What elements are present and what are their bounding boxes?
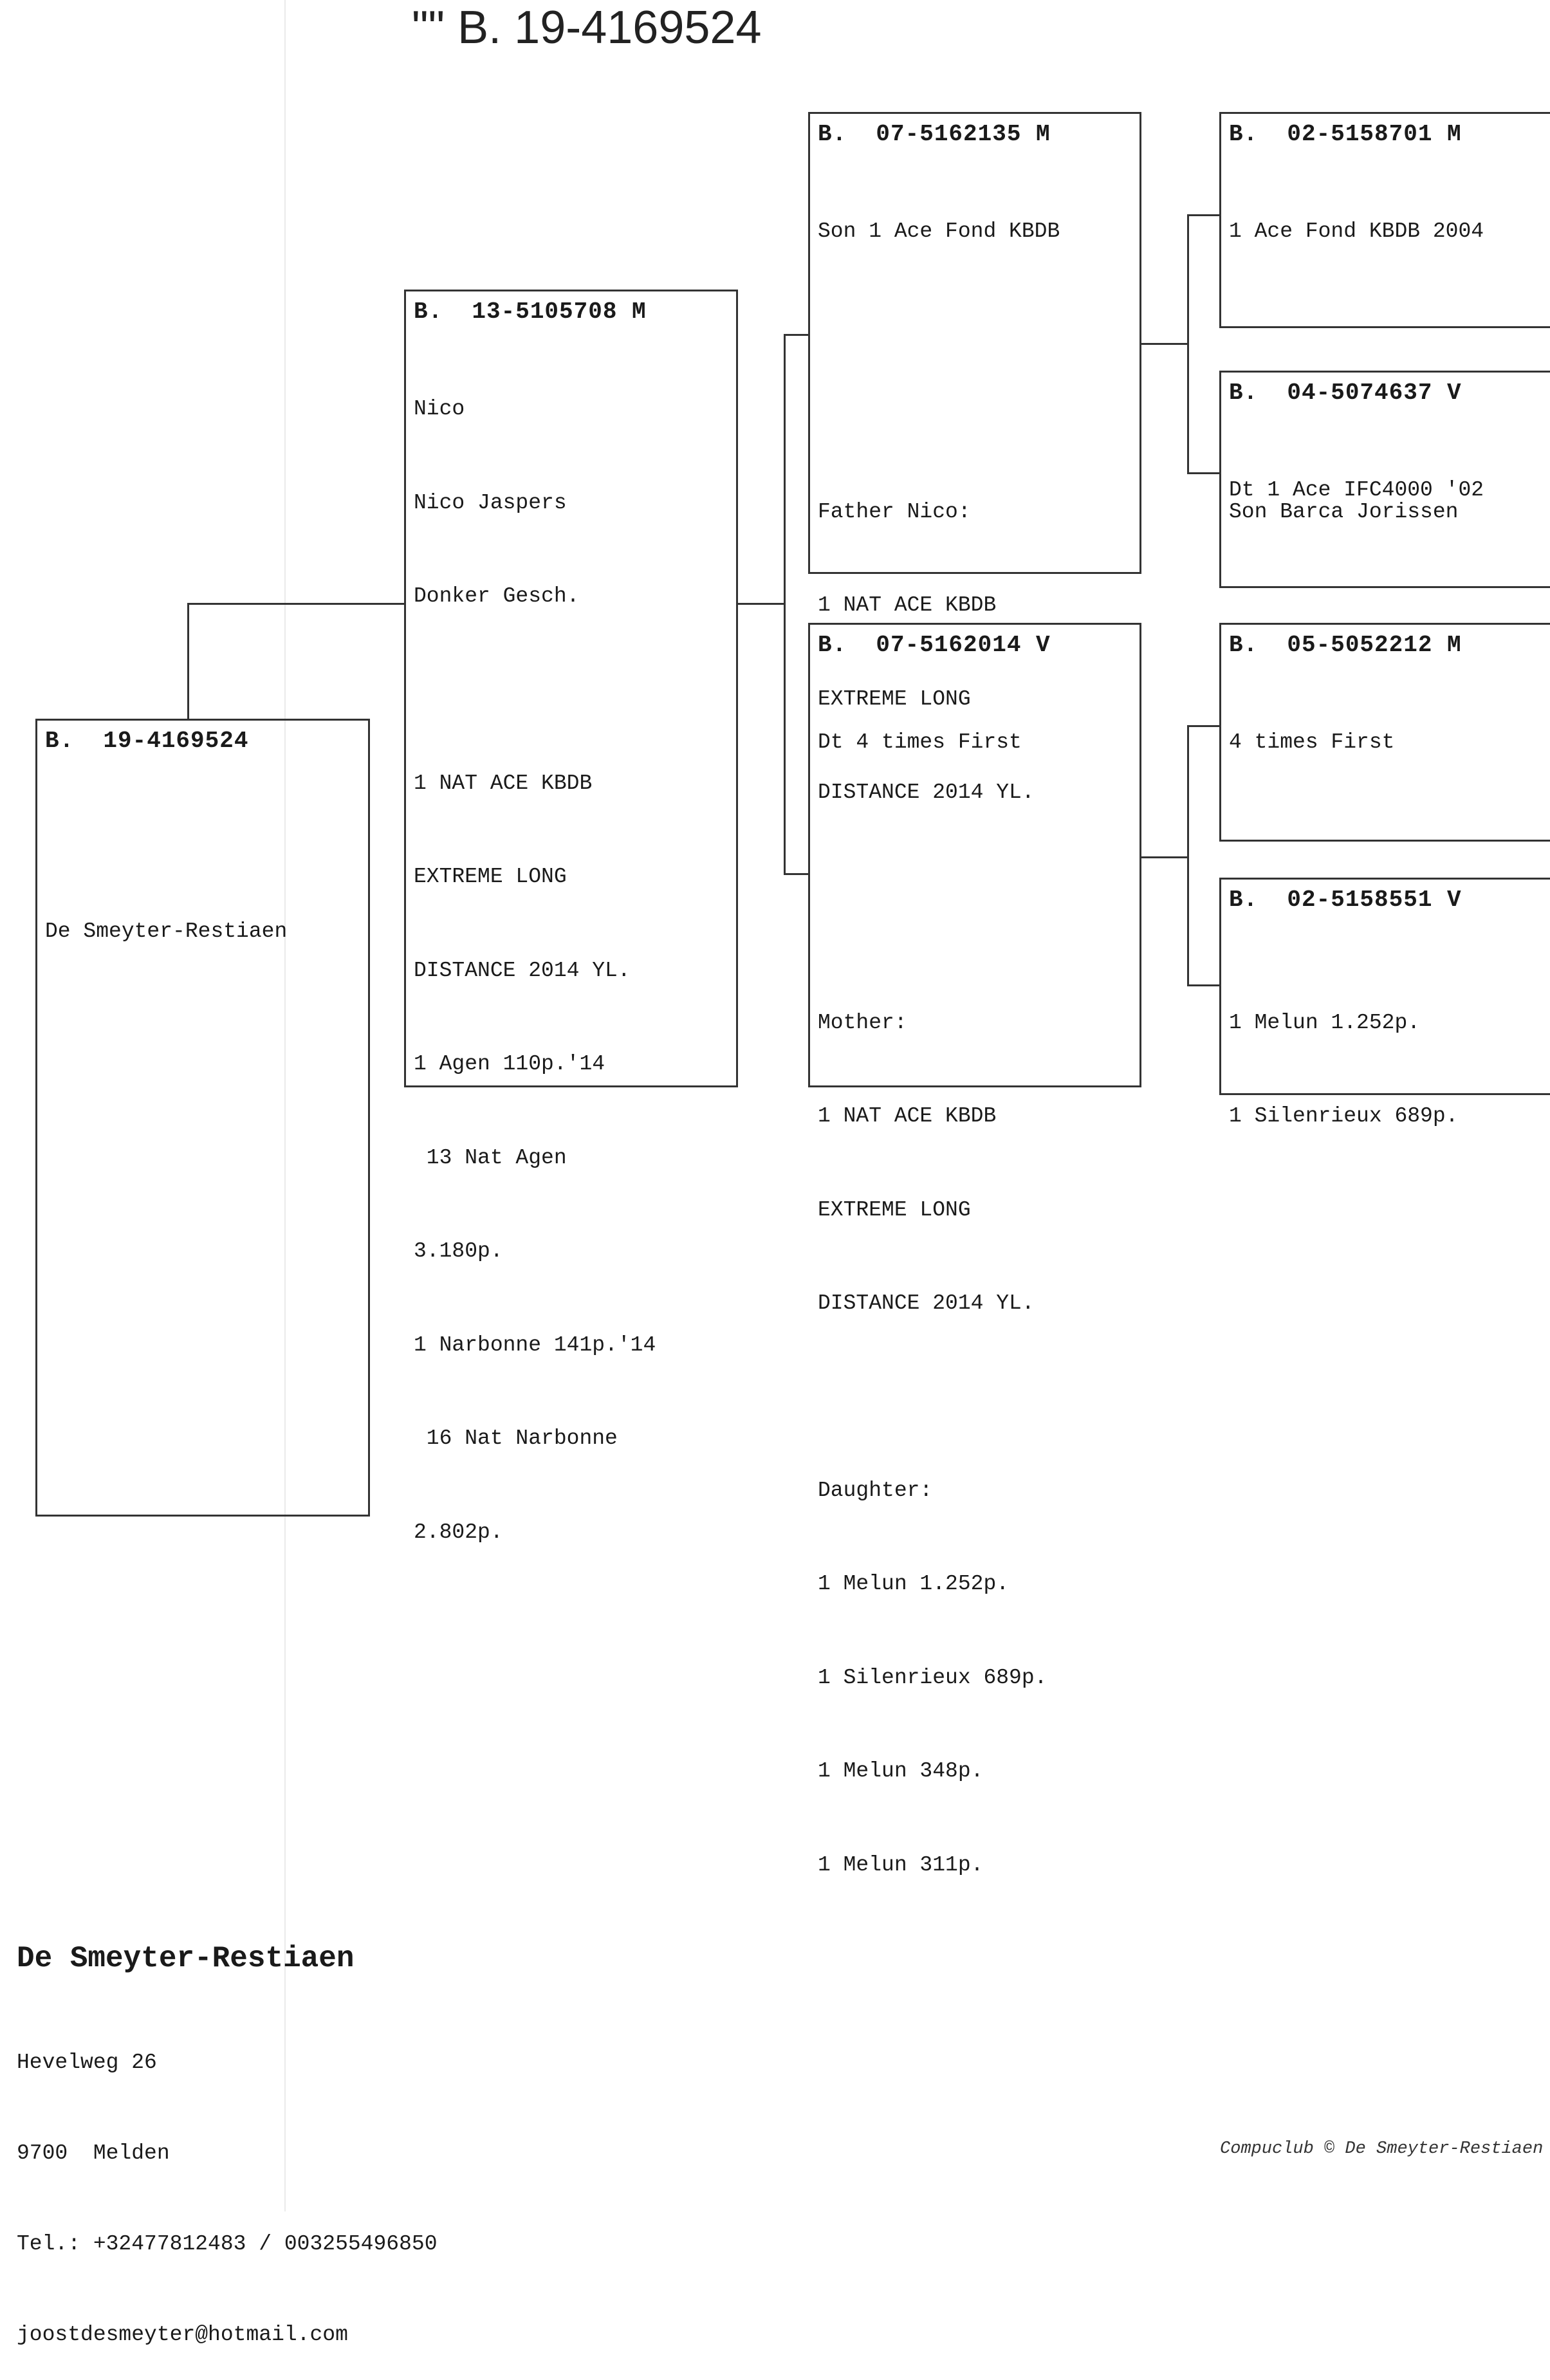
- connector-subject-horizontal: [187, 603, 404, 605]
- ring-number: B. 04-5074637 V: [1229, 380, 1462, 406]
- pedigree-box-subject: [35, 719, 370, 1517]
- pedigree-notes: Son 1 Ace Fond KBDB Father Nico: 1 NAT ACE KBDB EXTREME LONG DISTANCE 2014 YL.: [818, 219, 1060, 804]
- owner-address: [17, 1987, 438, 2380]
- pedigree-box-ggd2: [1219, 878, 1550, 1095]
- connector-grandsire-out: [1139, 343, 1188, 345]
- pedigree-box-ggd1: [1219, 371, 1550, 588]
- ring-number: B. 19-4169524: [45, 728, 249, 754]
- address-city: 9700 Melden: [17, 2141, 170, 2165]
- connector-grandsire-in: [784, 334, 808, 336]
- pedigree-box-sire: [404, 290, 738, 1544]
- connector-ggs2-in: [1187, 725, 1220, 727]
- connector-ggs1-in: [1187, 214, 1220, 216]
- connector-sire-vertical: [784, 334, 786, 874]
- address-email: joostdesmeyter@hotmail.com: [17, 2323, 348, 2347]
- connector-sire-out: [736, 603, 785, 605]
- pedigree-notes: De Smeyter-Restiaen: [45, 919, 288, 943]
- ring-number: B. 05-5052212 M: [1229, 632, 1462, 658]
- connector-ggd1-in: [1187, 472, 1220, 474]
- pedigree-notes: 1 Ace Fond KBDB 2004 Son Barca Jorissen: [1229, 219, 1484, 524]
- ring-number: B. 02-5158701 M: [1229, 121, 1462, 147]
- pedigree-notes: Dt 1 Ace IFC4000 '02: [1229, 478, 1484, 502]
- connector-granddam-out: [1139, 856, 1188, 858]
- connector-subject-vertical: [187, 603, 189, 719]
- ring-number: B. 13-5105708 M: [414, 299, 647, 325]
- address-street: Hevelweg 26: [17, 2051, 157, 2074]
- pedigree-notes: Nico Nico Jaspers Donker Gesch. 1 NAT ACE KBDB EXTREME LONG DISTANCE 2014 YL. 1 Agen 110p.'14 13 Nat Agen 3.180p. 1 Narbonne 141p.'14 16 Nat Narbonne 2.802p.: [414, 397, 656, 1544]
- ring-number: B. 07-5162014 V: [818, 632, 1051, 658]
- connector-ggd2-in: [1187, 984, 1220, 986]
- address-phone: Tel.: +32477812483 / 003255496850: [17, 2232, 438, 2256]
- pedigree-box-granddam: [808, 623, 1141, 1877]
- connector-granddam-in: [784, 873, 808, 875]
- page-title: "" B. 19-4169524: [412, 2, 762, 53]
- pedigree-notes: Dt 4 times First Mother: 1 NAT ACE KBDB EXTREME LONG DISTANCE 2014 YL. Daughter: 1 Melun 1.252p. 1 Silenrieux 689p. 1 Melun 348p. 1 Melun 311p.: [818, 730, 1047, 1877]
- footer-credit: Compuclub © De Smeyter-Restiaen: [1220, 2139, 1544, 2159]
- ring-number: B. 02-5158551 V: [1229, 887, 1462, 913]
- connector-grandsire-vertical: [1187, 214, 1189, 474]
- ring-number: B. 07-5162135 M: [818, 121, 1051, 147]
- owner-name: De Smeyter-Restiaen: [17, 1942, 355, 1975]
- pedigree-notes: 4 times First 1 Melun 1.252p. 1 Silenrieux 689p.: [1229, 730, 1459, 1128]
- connector-granddam-vertical: [1187, 725, 1189, 986]
